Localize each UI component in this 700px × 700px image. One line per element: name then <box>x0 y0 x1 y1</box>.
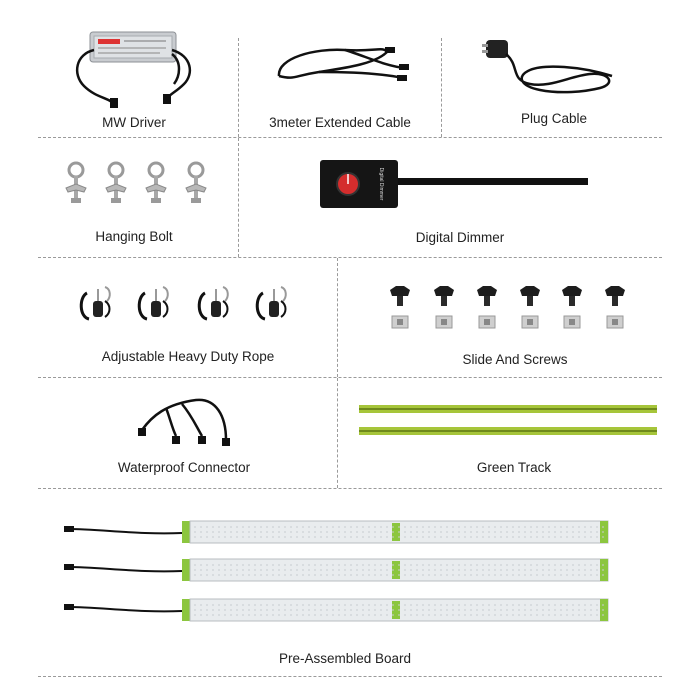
mw-driver-image <box>70 28 200 108</box>
mw-driver-label: MW Driver <box>102 115 166 130</box>
divider <box>38 257 662 258</box>
waterproof-connector-label: Waterproof Connector <box>117 460 251 475</box>
divider <box>441 38 442 137</box>
divider <box>238 138 239 257</box>
extended-cable-image <box>275 38 410 88</box>
rope-label: Adjustable Heavy Duty Rope <box>101 349 275 364</box>
divider <box>238 38 239 137</box>
hanging-bolt-image <box>60 160 210 208</box>
rope-image <box>75 283 305 327</box>
board-image <box>60 515 615 625</box>
divider <box>38 676 662 677</box>
extended-cable-label: 3meter Extended Cable <box>269 115 411 130</box>
green-track-image <box>357 403 659 439</box>
divider <box>38 377 662 378</box>
board-label: Pre-Assembled Board <box>278 651 412 666</box>
green-track-label: Green Track <box>476 460 552 475</box>
digital-dimmer-label: Digital Dimmer <box>415 230 505 245</box>
slide-screws-label: Slide And Screws <box>462 352 568 367</box>
dimmer-face-text: Digital Dimmer <box>378 167 384 201</box>
divider <box>38 137 662 138</box>
digital-dimmer-image <box>318 158 588 210</box>
plug-cable-image <box>480 36 620 98</box>
slide-screws-image <box>386 284 631 334</box>
hanging-bolt-label: Hanging Bolt <box>95 229 173 244</box>
plug-cable-label: Plug Cable <box>520 111 588 126</box>
waterproof-connector-image <box>136 396 231 448</box>
divider <box>38 488 662 489</box>
divider <box>337 378 338 488</box>
divider <box>337 258 338 377</box>
